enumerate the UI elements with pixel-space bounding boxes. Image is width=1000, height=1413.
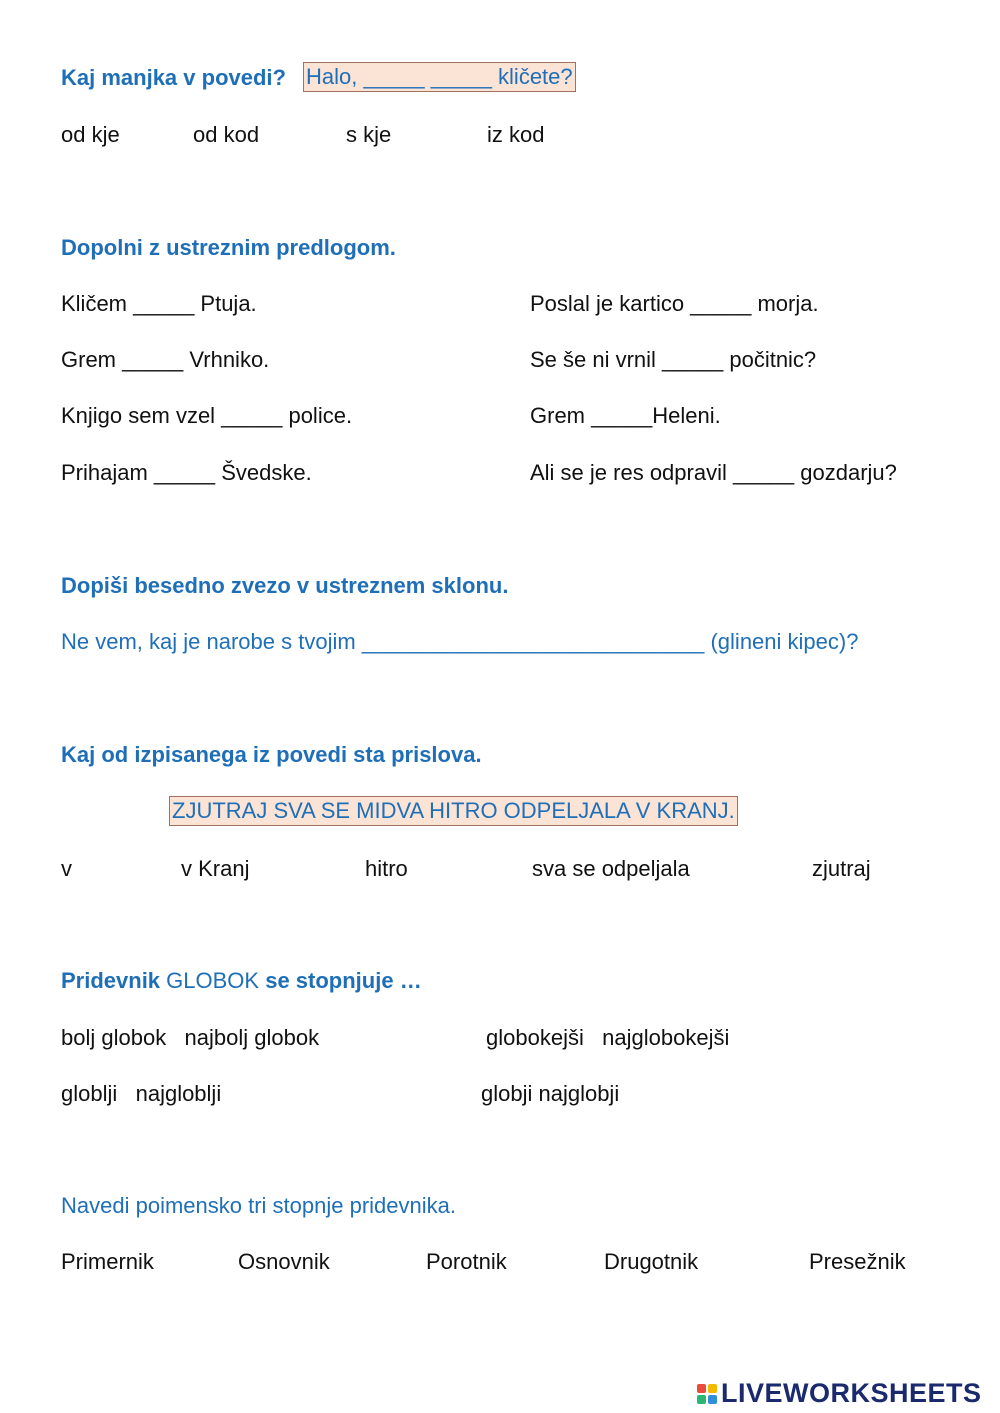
q2-left-sentence-4: Prihajam _____ Švedske.: [61, 460, 312, 485]
q4-option-1[interactable]: v: [61, 856, 72, 881]
question-2-title: Dopolni z ustreznim predlogom.: [61, 235, 396, 260]
q1-option-1[interactable]: od kje: [61, 122, 120, 147]
brand-name: LIVEWORKSHEETS: [721, 1378, 982, 1408]
question-3-sentence: Ne vem, kaj je narobe s tvojim ____________________________ (glineni kipec)?: [61, 629, 859, 654]
q6-option-2[interactable]: Osnovnik: [238, 1249, 330, 1274]
q5-option-2[interactable]: globokejši najglobokejši: [486, 1025, 730, 1050]
q5-option-4[interactable]: globji najglobji: [481, 1081, 620, 1106]
question-4-title: Kaj od izpisanega iz povedi sta prislova.: [61, 742, 482, 767]
q5-option-3[interactable]: globlji najgloblji: [61, 1081, 222, 1106]
q6-option-1[interactable]: Primernik: [61, 1249, 154, 1274]
q6-option-5[interactable]: Presežnik: [809, 1249, 906, 1274]
liveworksheets-logo-icon: [697, 1384, 717, 1404]
q4-option-5[interactable]: zjutraj: [812, 856, 871, 881]
q2-left-sentence-1: Kličem _____ Ptuja.: [61, 291, 257, 316]
question-3-title: Dopiši besedno zvezo v ustreznem sklonu.: [61, 573, 509, 598]
liveworksheets-logo: [697, 1378, 982, 1409]
q2-left-sentence-2: Grem _____ Vrhniko.: [61, 347, 270, 372]
q2-right-sentence-3: Grem _____Heleni.: [530, 403, 721, 428]
q4-option-3[interactable]: hitro: [365, 856, 408, 881]
q5-title-word: GLOBOK: [166, 968, 260, 993]
q1-option-4[interactable]: iz kod: [487, 122, 545, 147]
q2-right-sentence-4: Ali se je res odpravil _____ gozdarju?: [530, 460, 897, 485]
q2-right-sentence-2: Se še ni vrnil _____ počitnic?: [530, 347, 817, 372]
question-6-title: Navedi poimensko tri stopnje pridevnika.: [61, 1193, 456, 1218]
q6-option-4[interactable]: Drugotnik: [604, 1249, 699, 1274]
q2-left-sentence-3: Knjigo sem vzel _____ police.: [61, 403, 353, 428]
q6-option-3[interactable]: Porotnik: [426, 1249, 507, 1274]
q5-title-part-b: se stopnjuje …: [265, 968, 422, 993]
q1-option-3[interactable]: s kje: [346, 122, 392, 147]
q2-right-sentence-1: Poslal je kartico _____ morja.: [530, 291, 819, 316]
q1-option-2[interactable]: od kod: [193, 122, 260, 147]
question-1-title: Kaj manjka v povedi?: [61, 65, 286, 90]
q5-title-part-a: Pridevnik: [61, 968, 161, 993]
question-5-title: [61, 967, 422, 995]
q4-option-2[interactable]: v Kranj: [181, 856, 250, 881]
q5-option-1[interactable]: bolj globok najbolj globok: [61, 1025, 320, 1050]
q4-option-4[interactable]: sva se odpeljala: [532, 856, 690, 881]
question-4-sentence: ZJUTRAJ SVA SE MIDVA HITRO ODPELJALA V KRANJ.: [169, 796, 738, 826]
question-1-sentence: Halo, _____ _____ kličete?: [303, 62, 576, 92]
